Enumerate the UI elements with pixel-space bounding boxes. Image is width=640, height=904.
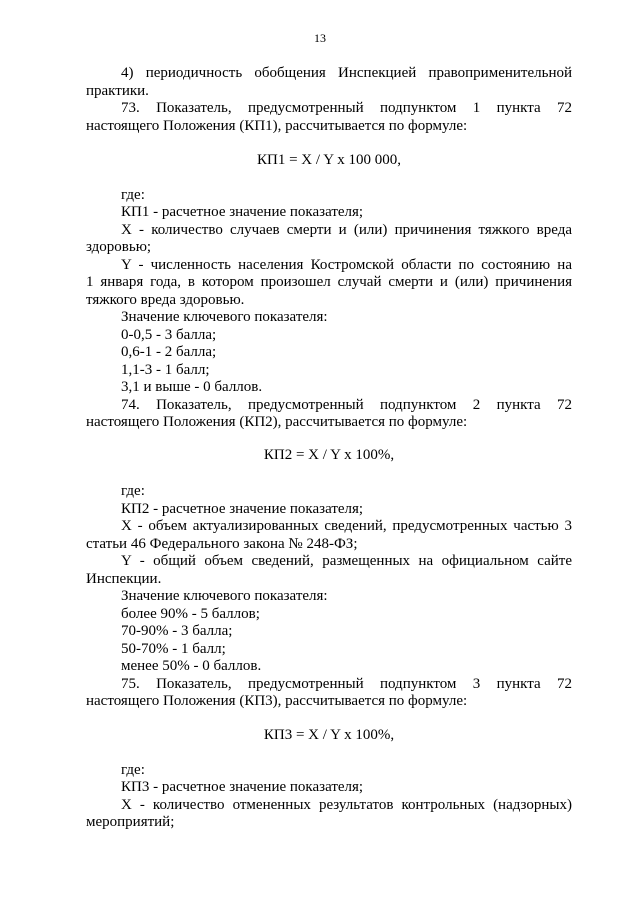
paragraph-line: 70-90% - 3 балла; — [121, 623, 233, 639]
paragraph-line: настоящего Положения (КП1), рассчитывается по формуле: — [86, 118, 468, 134]
paragraph-line: 73. Показатель, предусмотренный подпунктом 1 пункта 72 — [121, 100, 572, 116]
paragraph-line: здоровью; — [86, 239, 152, 255]
formula-kp1: КП1 = X / Y x 100 000, — [256, 152, 402, 168]
paragraph-line: где: — [121, 483, 145, 499]
paragraph-line: Y - численность населения Костромской области по состоянию на — [121, 257, 572, 273]
paragraph-line: X - количество случаев смерти и (или) причинения тяжкого вреда — [121, 222, 572, 238]
paragraph-line: где: — [121, 762, 145, 778]
paragraph-line: где: — [121, 187, 145, 203]
paragraph-line: 1,1-3 - 1 балл; — [121, 362, 210, 378]
paragraph-line: Значение ключевого показателя: — [121, 309, 328, 325]
paragraph-line: Y - общий объем сведений, размещенных на официальном сайте — [121, 553, 572, 569]
paragraph-line: 75. Показатель, предусмотренный подпунктом 3 пункта 72 — [121, 676, 572, 692]
paragraph-line: КП1 - расчетное значение показателя; — [121, 204, 364, 220]
paragraph-line: настоящего Положения (КП2), рассчитывается по формуле: — [86, 414, 468, 430]
paragraph-line: 50-70% - 1 балл; — [121, 641, 226, 657]
paragraph-line: 1 января года, в котором произошел случай смерти и (или) причинения — [86, 274, 572, 290]
paragraph-line: практики. — [86, 83, 149, 99]
paragraph-line: Инспекции. — [86, 571, 162, 587]
paragraph-line: 4) периодичность обобщения Инспекцией правоприменительной — [121, 65, 572, 81]
paragraph-line: тяжкого вреда здоровью. — [86, 292, 245, 308]
paragraph-line: КП2 - расчетное значение показателя; — [121, 501, 364, 517]
paragraph-line: более 90% - 5 баллов; — [121, 606, 260, 622]
paragraph-line: 0-0,5 - 3 балла; — [121, 327, 217, 343]
paragraph-line: X - объем актуализированных сведений, предусмотренных частью 3 — [121, 518, 572, 534]
paragraph-line: статьи 46 Федерального закона № 248-ФЗ; — [86, 536, 358, 552]
paragraph-line: 0,6-1 - 2 балла; — [121, 344, 217, 360]
paragraph-line: КП3 - расчетное значение показателя; — [121, 779, 364, 795]
paragraph-line: настоящего Положения (КП3), рассчитывается по формуле: — [86, 693, 468, 709]
paragraph-line: менее 50% - 0 баллов. — [121, 658, 262, 674]
paragraph-line: X - количество отмененных результатов контрольных (надзорных) — [121, 797, 572, 813]
formula-kp3: КП3 = X / Y x 100%, — [263, 727, 395, 743]
paragraph-line: 74. Показатель, предусмотренный подпунктом 2 пункта 72 — [121, 397, 572, 413]
paragraph-line: Значение ключевого показателя: — [121, 588, 328, 604]
formula-kp2: КП2 = X / Y x 100%, — [263, 447, 395, 463]
page-number: 13 — [314, 31, 326, 45]
paragraph-line: мероприятий; — [86, 814, 175, 830]
paragraph-line: 3,1 и выше - 0 баллов. — [121, 379, 263, 395]
